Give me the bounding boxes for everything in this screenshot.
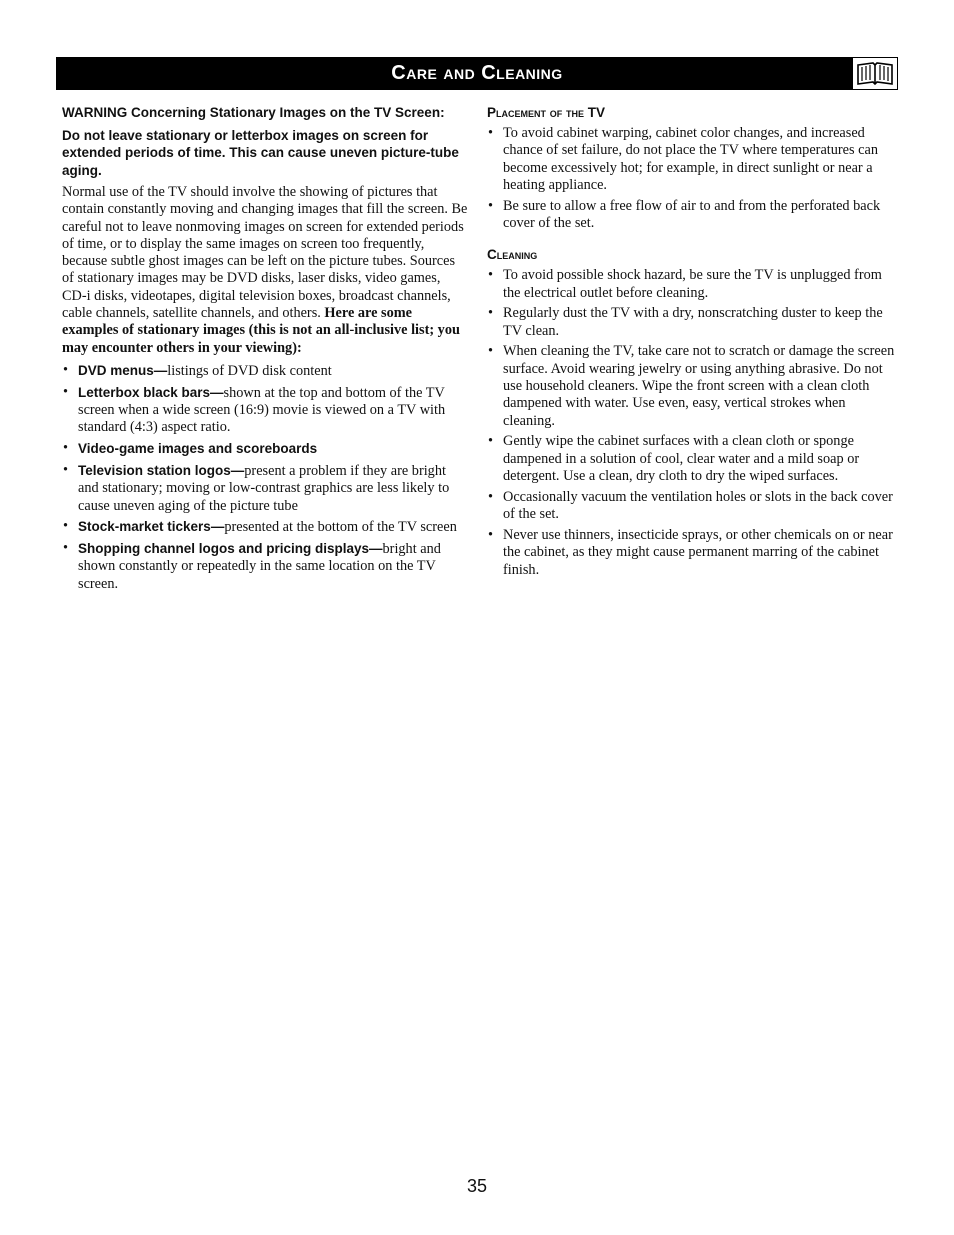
item-text: present a problem if they are bright and stationary; moving or low-contrast graphics are less likely to cause uneven aging of the picture tube [78, 462, 450, 514]
list-item [62, 518, 468, 536]
section-header-bar [56, 57, 898, 90]
list-item [62, 362, 468, 380]
item-lead: Shopping channel logos and pricing displays— [78, 541, 383, 557]
list-item: • To avoid possible shock hazard, be sure the TV is unplugged from the electrical outlet before cleaning. [487, 267, 895, 302]
list-item [62, 540, 468, 593]
item-lead: Video-game images and scoreboards [78, 441, 318, 457]
item-lead: Stock-market tickers— [78, 519, 225, 535]
stationary-image-examples-list [62, 362, 468, 593]
cleaning-list [487, 267, 895, 579]
left-column [62, 104, 468, 597]
list-item: • Never use thinners, insecticide sprays, or other chemicals on or near the cabinet, as they might cause permanent marring of the cabinet finish. [487, 527, 895, 579]
item-text: bright and shown constantly or repeatedly in the same location on the TV screen. [78, 541, 441, 592]
page-number: 35 [466, 1176, 488, 1196]
item-text: presented at the bottom of the TV screen [224, 519, 457, 536]
item-text: listings of DVD disk content [167, 362, 332, 379]
item-lead: Letterbox black bars— [78, 384, 224, 400]
list-item [62, 440, 468, 458]
warning-text: Do not leave stationary or letterbox images on screen for extended periods of time. This can cause uneven picture-tube aging. [62, 127, 459, 178]
paragraph-normal-text: Normal use of the TV should involve the showing of pictures that contain constantly moving and changing images that fill the screen. Be careful not to leave nonmoving images on screen for extended periods of time, or to display the same images on screen too frequently, because subtle ghost images can be left on the picture tubes. Sources of stationary images may be DVD disks, laser disks, video games, CD-i disks, videotapes, digital television boxes, broadcast channels, cable channels, satellite channels, and others. [62, 184, 468, 322]
item-lead: DVD menus— [78, 362, 168, 378]
placement-list [487, 125, 895, 232]
paragraph-bold-text: Here are some examples of stationary images (this is not an all-inclusive list; you may encounter others in your viewing): [62, 305, 460, 356]
list-item [62, 384, 468, 437]
list-item [62, 462, 468, 515]
section-title: Care and Cleaning [391, 62, 563, 84]
list-item: • Gently wipe the cabinet surfaces with a clean cloth or sponge dampened in a solution of cool, clear water and a mild soap or detergent. Use a clean, dry cloth to dry the wiped surfaces. [487, 433, 895, 485]
list-item: • To avoid cabinet warping, cabinet color changes, and increased chance of set failure, do not place the TV where temperatures can become excessively hot; for example, in direct sunlight or near a heating appliance. [487, 125, 895, 194]
placement-heading: Placement of the TV [487, 105, 606, 120]
item-text: shown at the top and bottom of the TV screen when a wide screen (16:9) movie is viewed on a TV with standard (4:3) aspect ratio. [78, 384, 446, 436]
cleaning-heading: Cleaning [487, 247, 538, 263]
list-item: • Occasionally vacuum the ventilation holes or slots in the back cover of the set. [487, 489, 895, 524]
warning-heading: WARNING Concerning Stationary Images on the TV Screen: [62, 105, 445, 120]
book-icon [852, 57, 898, 90]
right-column [487, 104, 895, 582]
list-item: • Regularly dust the TV with a dry, nonscratching duster to keep the TV clean. [487, 305, 895, 340]
list-item: • When cleaning the TV, take care not to scratch or damage the screen surface. Avoid wearing jewelry or using anything abrasive. Do not use household cleaners. Wipe the front screen with a clean cloth dampened with water. Use even, easy, vertical strokes when cleaning. [487, 343, 895, 429]
stationary-images-paragraph [62, 184, 468, 357]
list-item: • Be sure to allow a free flow of air to and from the perforated back cover of the set. [487, 198, 895, 233]
item-lead: Television station logos— [78, 462, 245, 478]
